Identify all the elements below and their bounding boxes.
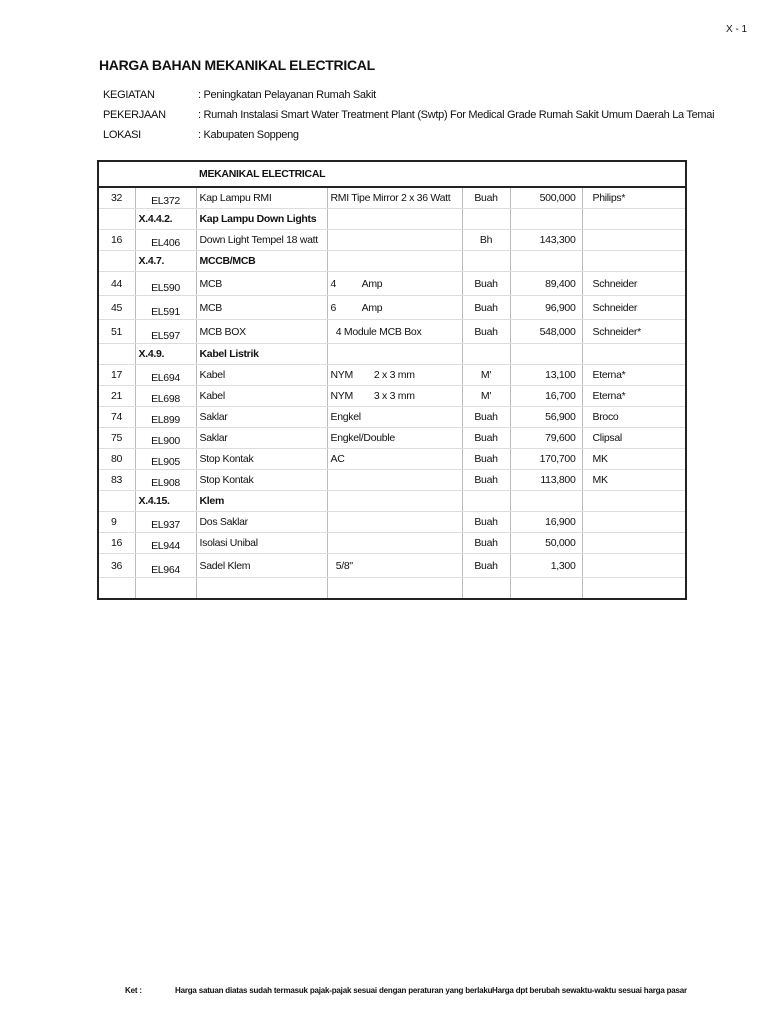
cell-no: 16: [98, 230, 135, 251]
cell-code: EL406: [135, 230, 196, 251]
cell-price: 16,900: [510, 512, 582, 533]
cell-spec: 4 Module MCB Box: [327, 320, 462, 344]
cell-price: [510, 209, 582, 230]
cell-code: EL908: [135, 470, 196, 491]
cell-brand: Eterna*: [582, 365, 686, 386]
cell-brand: [582, 533, 686, 554]
cell-code: EL591: [135, 296, 196, 320]
cell-no: 45: [98, 296, 135, 320]
cell-brand: Schneider: [582, 296, 686, 320]
cell-spec: NYM 3 x 3 mm: [327, 386, 462, 407]
meta-label: KEGIATAN: [103, 89, 155, 101]
cell-brand: [582, 251, 686, 272]
cell-brand: MK: [582, 449, 686, 470]
cell-name: Saklar: [196, 428, 327, 449]
cell-code: [135, 578, 196, 600]
table-row: [98, 470, 686, 491]
cell-brand: [582, 209, 686, 230]
cell-name: Kabel: [196, 365, 327, 386]
table-row: [98, 272, 686, 296]
cell-brand: Schneider*: [582, 320, 686, 344]
cell-no: 21: [98, 386, 135, 407]
cell-no: [98, 251, 135, 272]
cell-spec: 5/8": [327, 554, 462, 578]
cell-price: [510, 251, 582, 272]
cell-brand: [582, 512, 686, 533]
cell-name: Stop Kontak: [196, 470, 327, 491]
cell-unit: Buah: [462, 407, 510, 428]
cell-unit: Buah: [462, 320, 510, 344]
table-row: [98, 428, 686, 449]
cell-spec: [327, 470, 462, 491]
meta-kegiatan: [103, 89, 376, 101]
cell-code: EL597: [135, 320, 196, 344]
cell-brand: Eterna*: [582, 386, 686, 407]
table-row: [98, 554, 686, 578]
table-row: [98, 230, 686, 251]
table-row: [98, 578, 686, 600]
cell-unit: Buah: [462, 449, 510, 470]
meta-value: : Rumah Instalasi Smart Water Treatment Plant (Swtp) For Medical Grade Rumah Sakit Umum Daerah La Temai: [198, 109, 715, 121]
section-row: [98, 209, 686, 230]
cell-spec: 4 Amp: [327, 272, 462, 296]
cell-name: [196, 578, 327, 600]
cell-name: MCB: [196, 272, 327, 296]
cell-no: 32: [98, 187, 135, 209]
cell-name: Kap Lampu Down Lights: [196, 209, 327, 230]
cell-no: [98, 344, 135, 365]
cell-brand: [582, 491, 686, 512]
cell-code: EL698: [135, 386, 196, 407]
cell-code: X.4.7.: [135, 251, 196, 272]
cell-spec: [327, 344, 462, 365]
cell-brand: Broco: [582, 407, 686, 428]
cell-code: EL694: [135, 365, 196, 386]
cell-code: EL964: [135, 554, 196, 578]
meta-value: : Kabupaten Soppeng: [198, 129, 299, 141]
section-row: [98, 491, 686, 512]
meta-value: : Peningkatan Pelayanan Rumah Sakit: [198, 89, 376, 101]
cell-code: EL900: [135, 428, 196, 449]
cell-no: 51: [98, 320, 135, 344]
cell-brand: Philips*: [582, 187, 686, 209]
cell-unit: Buah: [462, 272, 510, 296]
table-row: [98, 187, 686, 209]
cell-name: Kabel Listrik: [196, 344, 327, 365]
cell-price: [510, 578, 582, 600]
cell-no: 75: [98, 428, 135, 449]
cell-spec: RMI Tipe Mirror 2 x 36 Watt: [327, 187, 462, 209]
cell-unit: [462, 491, 510, 512]
cell-price: 89,400: [510, 272, 582, 296]
cell-code: EL937: [135, 512, 196, 533]
meta-label: PEKERJAAN: [103, 109, 166, 121]
cell-spec: [327, 251, 462, 272]
meta-label: LOKASI: [103, 129, 141, 141]
table-row: [98, 449, 686, 470]
table-row: [98, 386, 686, 407]
cell-name: Kabel: [196, 386, 327, 407]
cell-code: EL944: [135, 533, 196, 554]
cell-spec: [327, 578, 462, 600]
cell-spec: Engkel/Double: [327, 428, 462, 449]
cell-name: Isolasi Unibal: [196, 533, 327, 554]
cell-spec: [327, 512, 462, 533]
footer-ket-label: Ket :: [125, 986, 142, 995]
cell-unit: M': [462, 365, 510, 386]
cell-brand: [582, 554, 686, 578]
cell-price: [510, 344, 582, 365]
cell-code: EL905: [135, 449, 196, 470]
cell-price: [510, 491, 582, 512]
cell-unit: [462, 578, 510, 600]
cell-price: 56,900: [510, 407, 582, 428]
cell-no: [98, 209, 135, 230]
cell-price: 79,600: [510, 428, 582, 449]
table-header-row: [98, 161, 686, 187]
cell-code: EL899: [135, 407, 196, 428]
cell-price: 500,000: [510, 187, 582, 209]
cell-brand: Schneider: [582, 272, 686, 296]
cell-brand: Clipsal: [582, 428, 686, 449]
cell-name: Sadel Klem: [196, 554, 327, 578]
cell-spec: Engkel: [327, 407, 462, 428]
cell-no: [98, 491, 135, 512]
price-table: [97, 160, 687, 600]
cell-no: 74: [98, 407, 135, 428]
cell-unit: M': [462, 386, 510, 407]
table-header-title: MEKANIKAL ELECTRICAL: [196, 161, 686, 187]
cell-unit: Buah: [462, 428, 510, 449]
cell-no: 83: [98, 470, 135, 491]
cell-price: 1,300: [510, 554, 582, 578]
table-row: [98, 407, 686, 428]
cell-name: MCB BOX: [196, 320, 327, 344]
meta-pekerjaan: [103, 109, 714, 121]
cell-name: Dos Saklar: [196, 512, 327, 533]
cell-name: Down Light Tempel 18 watt: [196, 230, 327, 251]
page-number: X - 1: [726, 24, 748, 35]
meta-lokasi: [103, 129, 299, 141]
cell-spec: 6 Amp: [327, 296, 462, 320]
cell-brand: [582, 344, 686, 365]
cell-unit: [462, 251, 510, 272]
cell-name: MCCB/MCB: [196, 251, 327, 272]
cell-spec: [327, 230, 462, 251]
table-row: [98, 365, 686, 386]
cell-name: Klem: [196, 491, 327, 512]
cell-price: 16,700: [510, 386, 582, 407]
table-row: [98, 533, 686, 554]
cell-unit: Buah: [462, 512, 510, 533]
cell-name: Kap Lampu RMI: [196, 187, 327, 209]
cell-price: 50,000: [510, 533, 582, 554]
cell-brand: [582, 230, 686, 251]
cell-price: 548,000: [510, 320, 582, 344]
table-row: [98, 512, 686, 533]
cell-spec: AC: [327, 449, 462, 470]
cell-spec: [327, 491, 462, 512]
cell-no: 44: [98, 272, 135, 296]
cell-unit: Buah: [462, 533, 510, 554]
cell-spec: [327, 209, 462, 230]
cell-spec: NYM 2 x 3 mm: [327, 365, 462, 386]
cell-unit: Buah: [462, 296, 510, 320]
cell-no: 80: [98, 449, 135, 470]
cell-unit: Buah: [462, 554, 510, 578]
cell-no: 16: [98, 533, 135, 554]
cell-price: 113,800: [510, 470, 582, 491]
cell-no: 36: [98, 554, 135, 578]
cell-unit: [462, 344, 510, 365]
cell-name: MCB: [196, 296, 327, 320]
table-row: [98, 296, 686, 320]
cell-code: EL372: [135, 187, 196, 209]
footer-note-price-change: Harga dpt berubah sewaktu-waktu sesuai harga pasar: [492, 986, 687, 995]
cell-code: X.4.15.: [135, 491, 196, 512]
cell-code: X.4.4.2.: [135, 209, 196, 230]
cell-unit: Bh: [462, 230, 510, 251]
cell-name: Saklar: [196, 407, 327, 428]
cell-unit: Buah: [462, 470, 510, 491]
table-row: [98, 320, 686, 344]
cell-price: 143,300: [510, 230, 582, 251]
cell-price: 96,900: [510, 296, 582, 320]
cell-code: X.4.9.: [135, 344, 196, 365]
cell-no: [98, 578, 135, 600]
cell-unit: [462, 209, 510, 230]
cell-price: 13,100: [510, 365, 582, 386]
cell-code: EL590: [135, 272, 196, 296]
cell-name: Stop Kontak: [196, 449, 327, 470]
cell-spec: [327, 533, 462, 554]
cell-brand: [582, 578, 686, 600]
section-row: [98, 344, 686, 365]
section-row: [98, 251, 686, 272]
cell-unit: Buah: [462, 187, 510, 209]
page-title: HARGA BAHAN MEKANIKAL ELECTRICAL: [99, 57, 375, 73]
cell-no: 17: [98, 365, 135, 386]
footer-note-tax: Harga satuan diatas sudah termasuk pajak-pajak sesuai dengan peraturan yang berlaku: [175, 986, 493, 995]
cell-brand: MK: [582, 470, 686, 491]
cell-no: 9: [98, 512, 135, 533]
cell-price: 170,700: [510, 449, 582, 470]
